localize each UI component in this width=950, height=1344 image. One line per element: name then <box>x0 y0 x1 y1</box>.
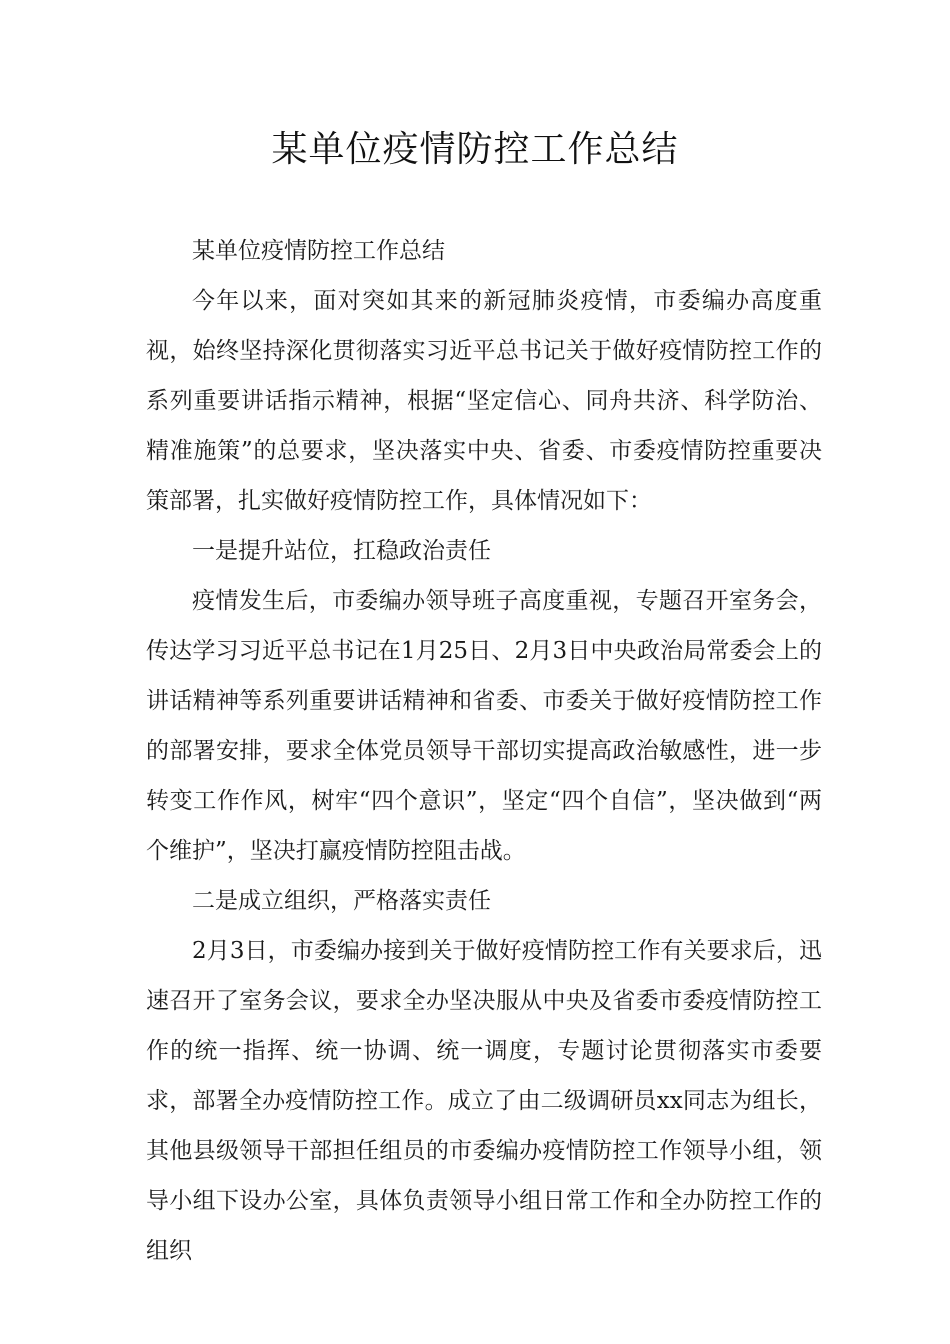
paragraph-section-1: 疫情发生后，市委编办领导班子高度重视，专题召开室务会，传达学习习近平总书记在1月25日、2月3日中央政治局常委会上的讲话精神等系列重要讲话精神和省委、市委关于做好疫情防控工作的部署安排，要求全体党员领导干部切实提高政治敏感性，进一步转变工作作风，树牢“四个意识”，坚定“四个自信”，坚决做到“两个维护”，坚决打赢疫情防控阻击战。 <box>146 588 822 864</box>
section-heading-2: 二是成立组织，严格落实责任 <box>192 888 491 914</box>
paragraph-section-2: 2月3日，市委编办接到关于做好疫情防控工作有关要求后，迅速召开了室务会议，要求全办坚决服从中央及省委市委疫情防控工作的统一指挥、统一协调、统一调度，专题讨论贯彻落实市委要求，部署全办疫情防控工作。成立了由二级调研员xx同志为组长，其他县级领导干部担任组员的市委编办疫情防控工作领导小组，领导小组下设办公室，具体负责领导小组日常工作和全办防控工作的组织 <box>146 938 822 1264</box>
document-title: 某单位疫情防控工作总结 <box>271 129 679 170</box>
paragraph-subtitle: 某单位疫情防控工作总结 <box>192 238 445 264</box>
document-body <box>146 226 822 1276</box>
section-heading-1: 一是提升站位，扛稳政治责任 <box>192 538 491 564</box>
paragraph-intro: 今年以来，面对突如其来的新冠肺炎疫情，市委编办高度重视，始终坚持深化贯彻落实习近平总书记关于做好疫情防控工作的系列重要讲话指示精神，根据“坚定信心、同舟共济、科学防治、精准施策”的总要求，坚决落实中央、省委、市委疫情防控重要决策部署，扎实做好疫情防控工作，具体情况如下： <box>146 288 822 514</box>
